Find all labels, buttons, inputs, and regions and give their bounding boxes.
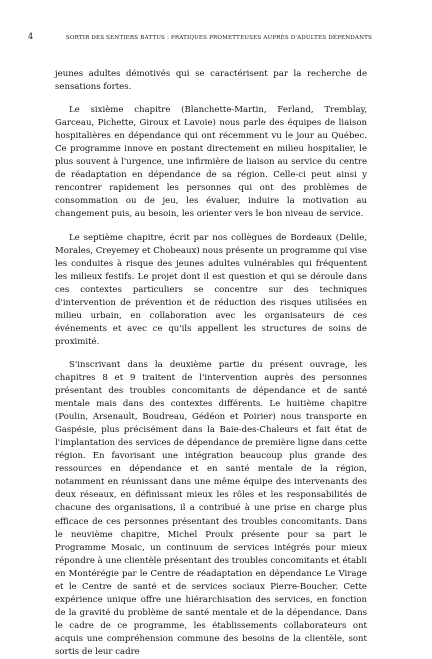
- page-number: 4: [28, 32, 34, 41]
- running-header: [28, 32, 372, 46]
- paragraph-chapters-eight-nine: S'inscrivant dans la deuxième partie du présent ouvrage, les chapitres 8 et 9 traitent de l'intervention auprès des personnes présentant des troubles concomitants de dépendance et de santé mentale mais dans des contextes différents. Le huitième chapitre (Poulin, Arsenault, Boudreau, Gédéon et Poirier) nous transporte en Gaspésie, plus précisément dans la Baie-des-Chaleurs et fait état de l'implantation des services de dépendance de première ligne dans cette région. En favorisant une intégration beaucoup plus grande des ressources en dépendance et en santé mentale de la région, notamment en réunissant dans une même équipe des intervenants des deux réseaux, en définissant mieux les rôles et les responsabilités de chacune des organisations, il a contribué à une prise en charge plus efficace de ces personnes présentant des troubles concomitants. Dans le neuvième chapitre, Michel Proulx présente pour sa part le Programme Mosaic, un continuum de services intégrés pour mieux répondre à une clientèle présentant des troubles concomitants et établi en Montérégie par le Centre de réadaptation en dépendance Le Virage et le Centre de santé et de services sociaux Pierre-Boucher. Cette expérience unique offre une hiérarchisation des services, en fonction de la gravité du problème de santé mentale et de la dépendance. Dans le cadre de ce programme, les établissements collaborateurs ont acquis une compréhension commune des besoins de la clientèle, sont sortis de leur cadre: [55, 359, 367, 657]
- paragraph-chapter-seven: Le septième chapitre, écrit par nos collègues de Bordeaux (Delile, Morales, Creyemey et Chobeaux) nous présente un programme qui vise les conduites à risque des jeunes adultes vulnérables qui fréquentent les milieux festifs. Le projet dont il est question et qui se déroule dans ces contextes particuliers se concentre sur des techniques d'intervention de prévention et de réduction des risques utilisées en milieu urbain, en collaboration avec les organisateurs de ces événements et avec ce qu'ils appellent les structures de soins de proximité.: [55, 232, 367, 347]
- paragraph-chapter-six: Le sixième chapitre (Blanchette-Martin, Ferland, Tremblay, Garceau, Pichette, Giroux et Lavoie) nous parle des équipes de liaison hospitalières en dépendance qui ont récemment vu le jour au Québec. Ce programme innove en postant directement en milieu hospitalier, le plus souvent à l'urgence, une infirmière de liaison au service du centre de réadaptation en dépendance de sa région. Celle-ci peut ainsi y rencontrer rapidement les personnes qui ont des problèmes de consommation ou de jeu, les évaluer, induire la motivation au changement puis, au besoin, les orienter vers le bon niveau de service.: [55, 105, 367, 220]
- body-text: [55, 68, 367, 659]
- paragraph-continuation: jeunes adultes démotivés qui se caractérisent par la recherche de sensations fortes.: [55, 69, 367, 93]
- running-title: SORTIR DES SENTIERS BATTUS : PRATIQUES PROMETTEUSES AUPRÈS D'ADULTES DÉPENDANTS: [65, 35, 372, 41]
